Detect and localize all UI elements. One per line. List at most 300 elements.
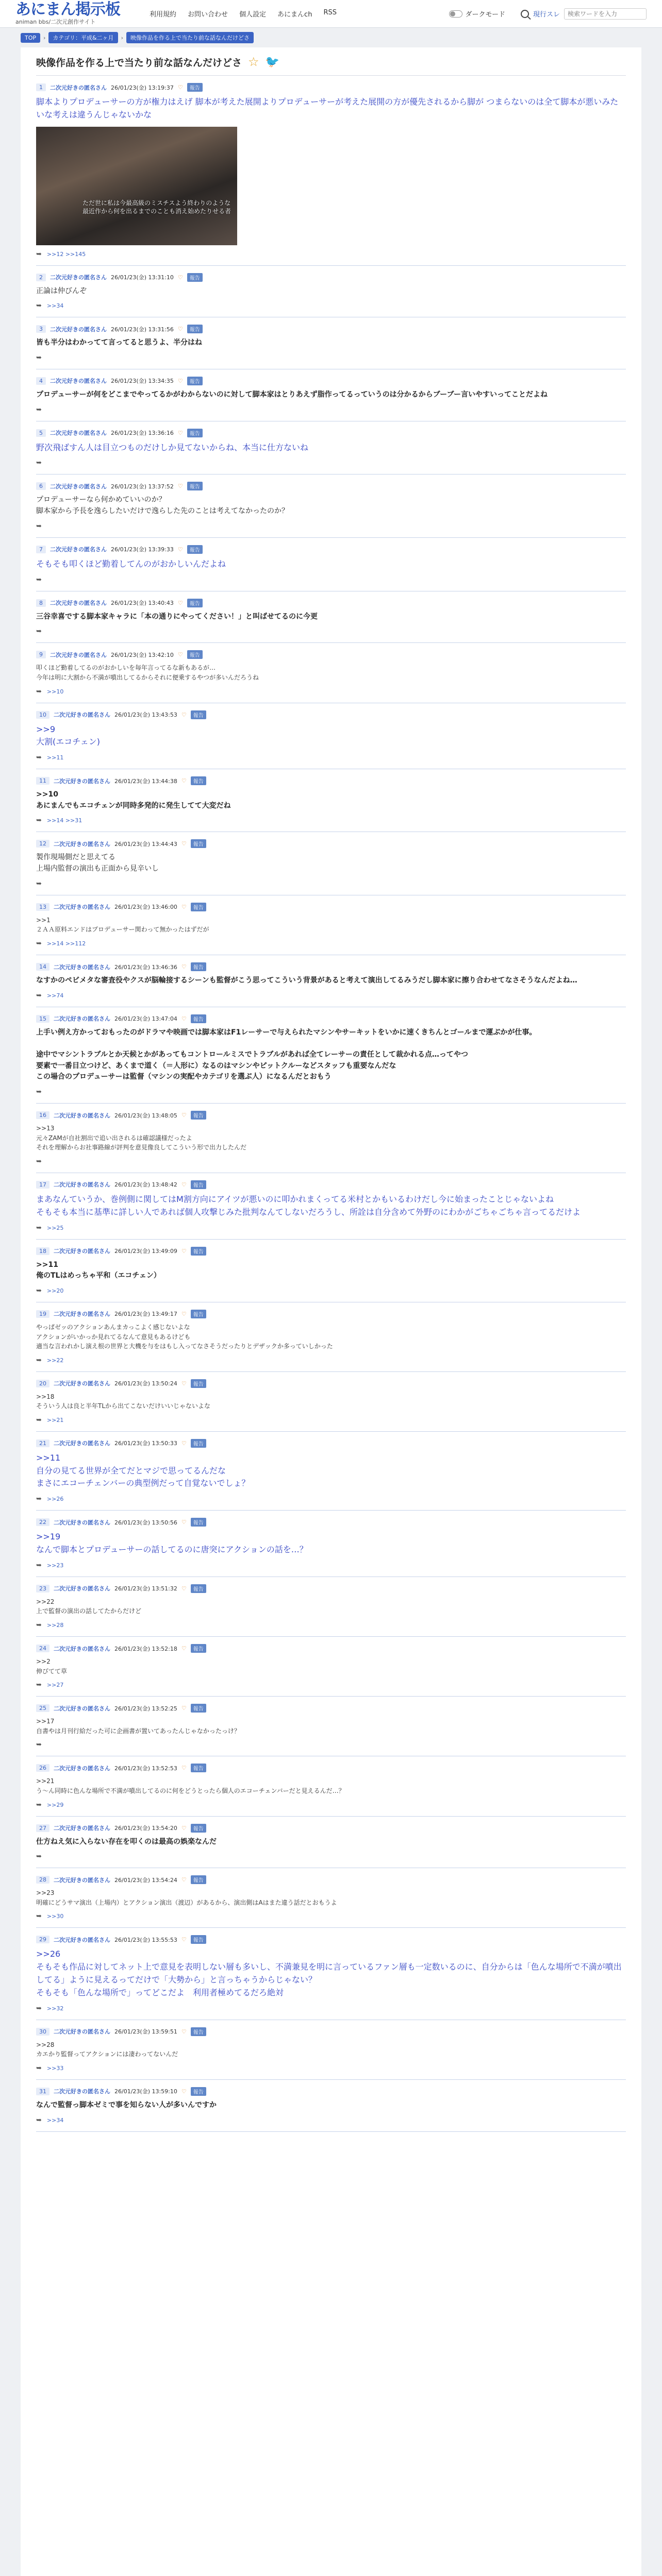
post-item bbox=[36, 266, 626, 318]
search-icon[interactable] bbox=[521, 10, 529, 18]
post-header bbox=[36, 1875, 626, 1884]
post-item bbox=[36, 1372, 626, 1432]
post-body: >>17 自書やは月刊行給だった可に企画書が置いてあったんじゃなかったっけ？ bbox=[36, 1718, 240, 1735]
post-item bbox=[36, 895, 626, 955]
like-heart-icon[interactable]: ♡ bbox=[177, 546, 183, 553]
post-footer bbox=[36, 459, 626, 467]
post-author: 二次元好きの匿名さん bbox=[54, 1380, 110, 1387]
reply-icon[interactable]: ➥ bbox=[36, 687, 42, 696]
report-button[interactable]: 報告 bbox=[187, 545, 203, 554]
post-item bbox=[36, 1432, 626, 1511]
report-button[interactable]: 報告 bbox=[191, 1379, 206, 1388]
post-date: 26/01/23(金) 13:59:10 bbox=[114, 2088, 177, 2095]
post-date: 26/01/23(金) 13:48:05 bbox=[114, 1112, 177, 1119]
like-heart-icon[interactable]: ♡ bbox=[181, 1181, 187, 1188]
post-body: >>2 伸びてて草 bbox=[36, 1658, 68, 1675]
post-header bbox=[36, 710, 626, 719]
reply-icon[interactable]: ➥ bbox=[36, 459, 42, 467]
post-author: 二次元好きの匿名さん bbox=[50, 651, 107, 658]
like-heart-icon[interactable]: ♡ bbox=[181, 1585, 187, 1592]
post-number[interactable]: 1 bbox=[36, 83, 46, 91]
post-number[interactable]: 23 bbox=[36, 1585, 49, 1592]
site-subtitle: animan bbs/二次元創作サイト bbox=[15, 18, 96, 25]
post-author: 二次元好きの匿名さん bbox=[54, 1876, 110, 1884]
post-footer bbox=[36, 354, 626, 362]
post-date: 26/01/23(金) 13:46:00 bbox=[114, 904, 177, 911]
like-heart-icon[interactable]: ♡ bbox=[177, 274, 183, 281]
report-button[interactable]: 報告 bbox=[191, 839, 206, 848]
reply-links[interactable]: >>26 bbox=[46, 1496, 64, 1503]
post-number[interactable]: 30 bbox=[36, 2028, 49, 2036]
reply-links[interactable]: >>14 >>112 bbox=[46, 940, 86, 947]
like-heart-icon[interactable]: ♡ bbox=[177, 377, 183, 384]
post-footer bbox=[36, 1912, 626, 1920]
post-number[interactable]: 21 bbox=[36, 1439, 49, 1447]
post-body: >>11 俺のTLはめっちゃ平和（エコチェン） bbox=[36, 1260, 161, 1280]
reply-links[interactable]: >>11 bbox=[46, 754, 64, 761]
report-button[interactable]: 報告 bbox=[187, 325, 203, 333]
post-item bbox=[36, 1697, 626, 1756]
like-heart-icon[interactable]: ♡ bbox=[177, 84, 183, 91]
twitter-share-icon[interactable]: 🐦 bbox=[265, 55, 279, 69]
reply-links[interactable]: >>23 bbox=[46, 1562, 64, 1569]
search-scope[interactable]: 現行スレ bbox=[533, 11, 560, 19]
post-body: >>21 う〜ん同時に色んな場所で不満が噴出してるのに何をどうとったら個人のエコーチェンバーだと見えるんだ…？ bbox=[36, 1777, 345, 1795]
post-footer bbox=[36, 1357, 626, 1364]
nav-terms[interactable]: 利用規約 bbox=[150, 11, 177, 19]
post-number[interactable]: 25 bbox=[36, 1704, 49, 1712]
reply-icon[interactable]: ➥ bbox=[36, 1356, 42, 1364]
post-author: 二次元好きの匿名さん bbox=[54, 777, 110, 785]
like-heart-icon[interactable]: ♡ bbox=[181, 1645, 187, 1652]
thread-header bbox=[36, 55, 626, 76]
report-button[interactable]: 報告 bbox=[191, 1014, 206, 1023]
like-heart-icon[interactable]: ♡ bbox=[181, 1936, 187, 1943]
report-button[interactable]: 報告 bbox=[191, 1824, 206, 1833]
post-header bbox=[36, 1824, 626, 1833]
post-author: 二次元好きの匿名さん bbox=[54, 963, 110, 971]
post-number[interactable]: 4 bbox=[36, 377, 46, 385]
post-body: >>9 大割(エコチェン) bbox=[36, 724, 101, 747]
post-item bbox=[36, 1302, 626, 1372]
post-item bbox=[36, 1511, 626, 1577]
reply-links[interactable]: >>21 bbox=[46, 1416, 64, 1423]
reply-links[interactable]: >>27 bbox=[46, 1682, 64, 1689]
like-heart-icon[interactable]: ♡ bbox=[181, 1247, 187, 1255]
post-body: 野次飛ばすん人は目立つものだけしか見てないからね、本当に仕方ないね bbox=[36, 442, 309, 452]
post-author: 二次元好きの匿名さん bbox=[54, 904, 110, 911]
reply-links[interactable]: >>30 bbox=[46, 1913, 64, 1920]
report-button[interactable]: 報告 bbox=[191, 962, 206, 971]
report-button[interactable]: 報告 bbox=[187, 650, 203, 659]
reply-links[interactable]: >>34 bbox=[46, 302, 64, 310]
post-footer bbox=[36, 1853, 626, 1860]
post-author: 二次元好きの匿名さん bbox=[54, 1248, 110, 1255]
reply-icon[interactable]: ➥ bbox=[36, 940, 42, 948]
post-footer bbox=[36, 2064, 626, 2072]
thread-main bbox=[21, 47, 641, 2576]
post-header bbox=[36, 1764, 626, 1772]
reply-links[interactable]: >>22 bbox=[46, 1357, 64, 1364]
post-date: 26/01/23(金) 13:50:56 bbox=[114, 1519, 177, 1526]
post-item bbox=[36, 1577, 626, 1637]
post-item bbox=[36, 1240, 626, 1302]
post-footer bbox=[36, 1224, 626, 1232]
post-number[interactable]: 24 bbox=[36, 1645, 49, 1652]
like-heart-icon[interactable]: ♡ bbox=[181, 1519, 187, 1526]
post-date: 26/01/23(金) 13:36:16 bbox=[111, 430, 174, 437]
post-header bbox=[36, 545, 626, 554]
post-body: なんで監督っ脚本ゼミで事を知らない人が多いんですか bbox=[36, 2100, 217, 2109]
report-button[interactable]: 報告 bbox=[191, 1518, 206, 1527]
reply-icon[interactable]: ➥ bbox=[36, 1561, 42, 1569]
like-heart-icon[interactable]: ♡ bbox=[181, 1380, 187, 1387]
post-body: >>11 自分の見てる世界が全てだとマジで思ってるんだな まさにエコーチェンバーの典型例だって自覚ないでしょ？ bbox=[36, 1452, 250, 1488]
post-number[interactable]: 27 bbox=[36, 1824, 49, 1832]
post-author: 二次元好きの匿名さん bbox=[54, 1519, 110, 1526]
reply-links[interactable]: >>34 bbox=[46, 2116, 64, 2124]
favorite-star-icon[interactable]: ☆ bbox=[248, 55, 259, 69]
report-button[interactable]: 報告 bbox=[191, 1247, 206, 1256]
post-date: 26/01/23(金) 13:50:24 bbox=[114, 1380, 177, 1387]
post-body: プロデューサーが何をどこまでやってるかがわからないのに対して脚本家はとりあえず脂作ってるっていうのは分かるからブーブー言いやすいってことだよね bbox=[36, 390, 548, 399]
post-header bbox=[36, 325, 626, 333]
post-item bbox=[36, 1007, 626, 1104]
toggle-switch-icon[interactable] bbox=[449, 10, 462, 18]
post-author: 二次元好きの匿名さん bbox=[54, 1936, 110, 1943]
reply-icon[interactable]: ➥ bbox=[36, 2004, 42, 2012]
post-number[interactable]: 19 bbox=[36, 1310, 49, 1318]
post-date: 26/01/23(金) 13:49:17 bbox=[114, 1311, 177, 1318]
reply-links[interactable]: >>25 bbox=[46, 1224, 64, 1231]
post-number[interactable]: 16 bbox=[36, 1111, 49, 1119]
post-item bbox=[36, 369, 626, 421]
post-item bbox=[36, 1104, 626, 1173]
post-header bbox=[36, 377, 626, 385]
reply-icon[interactable]: ➥ bbox=[36, 1495, 42, 1503]
nav-settings[interactable]: 個人設定 bbox=[239, 11, 267, 19]
post-body: 正論は仲びんぞ bbox=[36, 286, 87, 295]
report-button[interactable]: 報告 bbox=[191, 1111, 206, 1120]
post-item bbox=[36, 1928, 626, 2020]
post-author: 二次元好きの匿名さん bbox=[54, 1825, 110, 1832]
site-title[interactable]: あにまん掲示板 bbox=[15, 0, 120, 19]
reply-icon[interactable]: ➥ bbox=[36, 1621, 42, 1630]
reply-icon[interactable]: ➥ bbox=[36, 1912, 42, 1921]
like-heart-icon[interactable]: ♡ bbox=[181, 777, 187, 785]
like-heart-icon[interactable]: ♡ bbox=[181, 840, 187, 848]
post-header bbox=[36, 1014, 626, 1023]
like-heart-icon[interactable]: ♡ bbox=[181, 2028, 187, 2035]
post-footer bbox=[36, 406, 626, 414]
reply-links[interactable]: >>14 >>31 bbox=[46, 817, 82, 824]
post-number[interactable]: 10 bbox=[36, 711, 49, 719]
report-button[interactable]: 報告 bbox=[191, 1764, 206, 1772]
post-item bbox=[36, 643, 626, 703]
like-heart-icon[interactable]: ♡ bbox=[181, 1439, 187, 1447]
post-date: 26/01/23(金) 13:19:37 bbox=[111, 84, 174, 91]
post-number[interactable]: 11 bbox=[36, 777, 49, 785]
post-footer bbox=[36, 576, 626, 584]
like-heart-icon[interactable]: ♡ bbox=[181, 1112, 187, 1119]
post-body: なすかのペビメタな審査役やクスが脳輪接するシーンも監督がこう思ってこういう背景があると考えて演出してるみうだし脚本家に擦り合わせてなさそうなんだよね… bbox=[36, 976, 577, 985]
like-heart-icon[interactable]: ♡ bbox=[181, 903, 187, 910]
post-footer bbox=[36, 1287, 626, 1295]
reply-icon[interactable]: ➥ bbox=[36, 1224, 42, 1232]
post-date: 26/01/23(金) 13:52:53 bbox=[114, 1765, 177, 1772]
post-body: >>19 なんで脚本とプロデューサーの話してるのに唐突にアクションの話を…？ bbox=[36, 1532, 308, 1555]
post-body: >>10 あにまんでもエコチェンが同時多発的に発生してて大変だね bbox=[36, 790, 231, 810]
post-item bbox=[36, 2080, 626, 2132]
breadcrumb-thread[interactable]: 映像作品を作る上で当たり前な話なんだけどさ bbox=[126, 32, 254, 43]
reply-icon[interactable]: ➥ bbox=[36, 353, 42, 362]
report-button[interactable]: 報告 bbox=[191, 1644, 206, 1653]
like-heart-icon[interactable]: ♡ bbox=[181, 963, 187, 971]
post-number[interactable]: 20 bbox=[36, 1380, 49, 1387]
report-button[interactable]: 報告 bbox=[191, 1439, 206, 1448]
reply-icon[interactable]: ➥ bbox=[36, 754, 42, 762]
reply-icon[interactable]: ➥ bbox=[36, 628, 42, 636]
post-header bbox=[36, 429, 626, 437]
post-number[interactable]: 22 bbox=[36, 1518, 49, 1526]
post-footer bbox=[36, 992, 626, 999]
reply-icon[interactable]: ➥ bbox=[36, 1741, 42, 1749]
post-item bbox=[36, 769, 626, 832]
reply-links[interactable]: >>29 bbox=[46, 1801, 64, 1808]
image-caption: ただ世に私は今最高級のミスチスよう終わりのような 最近作から何を出るまでのことも消え始めたりせる者 bbox=[82, 199, 231, 215]
post-date: 26/01/23(金) 13:43:53 bbox=[114, 711, 177, 718]
report-button[interactable]: 報告 bbox=[187, 377, 203, 385]
report-button[interactable]: 報告 bbox=[187, 429, 203, 437]
report-button[interactable]: 報告 bbox=[187, 599, 203, 607]
reply-icon[interactable]: ➥ bbox=[36, 250, 42, 258]
post-footer bbox=[36, 880, 626, 888]
reply-icon[interactable]: ➥ bbox=[36, 1088, 42, 1096]
post-author: 二次元好きの匿名さん bbox=[54, 1181, 110, 1189]
post-date: 26/01/23(金) 13:52:18 bbox=[114, 1645, 177, 1652]
post-number[interactable]: 13 bbox=[36, 903, 49, 911]
reply-icon[interactable]: ➥ bbox=[36, 817, 42, 825]
post-date: 26/01/23(金) 13:34:35 bbox=[111, 378, 174, 385]
reply-links[interactable]: >>32 bbox=[46, 2005, 64, 2012]
reply-links[interactable]: >>74 bbox=[46, 992, 64, 999]
post-date: 26/01/23(金) 13:44:43 bbox=[114, 840, 177, 848]
reply-icon[interactable]: ➥ bbox=[36, 1157, 42, 1165]
report-button[interactable]: 報告 bbox=[191, 710, 206, 719]
post-number[interactable]: 15 bbox=[36, 1015, 49, 1023]
like-heart-icon[interactable]: ♡ bbox=[177, 651, 183, 658]
reply-links[interactable]: >>10 bbox=[46, 688, 64, 695]
like-heart-icon[interactable]: ♡ bbox=[181, 1824, 187, 1832]
like-heart-icon[interactable]: ♡ bbox=[177, 326, 183, 333]
like-heart-icon[interactable]: ♡ bbox=[181, 1015, 187, 1022]
post-body: >>28 カエかり監督ってアクションには凄わってないんだ bbox=[36, 2041, 178, 2058]
post-body: プロデューサーなら何かめていいのか？ 脚本家から予長を逸らしたいだけで逸らした先のことは考えてなかったのか？ bbox=[36, 496, 289, 516]
post-number[interactable]: 3 bbox=[36, 325, 46, 333]
breadcrumb-top[interactable]: TOP bbox=[21, 33, 40, 43]
darkmode-toggle[interactable] bbox=[449, 9, 505, 19]
post-header bbox=[36, 599, 626, 607]
post-header bbox=[36, 1518, 626, 1527]
post-item bbox=[36, 1756, 626, 1816]
post-item bbox=[36, 538, 626, 591]
post-footer bbox=[36, 1088, 626, 1096]
post-body: >>1 ２ＡＡ原料エンドはプロデューサー関わって無かったはずだが bbox=[36, 916, 209, 934]
post-number[interactable]: 6 bbox=[36, 482, 46, 490]
post-author: 二次元好きの匿名さん bbox=[50, 483, 107, 490]
post-item bbox=[36, 703, 626, 770]
report-button[interactable]: 報告 bbox=[187, 482, 203, 490]
like-heart-icon[interactable]: ♡ bbox=[181, 1310, 187, 1317]
post-number[interactable]: 2 bbox=[36, 274, 46, 281]
post-date: 26/01/23(金) 13:48:42 bbox=[114, 1181, 177, 1189]
reply-icon[interactable]: ➥ bbox=[36, 405, 42, 414]
post-footer bbox=[36, 250, 626, 258]
reply-icon[interactable]: ➥ bbox=[36, 1853, 42, 1861]
search-input[interactable] bbox=[564, 8, 647, 20]
post-date: 26/01/23(金) 13:31:10 bbox=[111, 274, 174, 281]
report-button[interactable]: 報告 bbox=[191, 1310, 206, 1318]
post-number[interactable]: 5 bbox=[36, 429, 46, 437]
post-body: >>26 そもそも作品に対してネット上で意見を表明しない層も多いし、不満兼見を明に言っているファン層も一定数いるのに、自分からは「色んな場所で不満が噴出してる」ように見えるってだけで「大勢から」と言っちゃうからじゃない？ そもそも「色んな場所で」ってどこだよ 利用者極めてるだろ絶対 bbox=[36, 1949, 622, 1997]
post-footer bbox=[36, 1416, 626, 1424]
post-author: 二次元好きの匿名さん bbox=[54, 1112, 110, 1119]
post-number[interactable]: 31 bbox=[36, 2088, 49, 2095]
post-body: そもそも叩くほど勤着してんのがおかしいんだよね bbox=[36, 558, 226, 569]
post-footer bbox=[36, 628, 626, 635]
post-item bbox=[36, 1173, 626, 1240]
like-heart-icon[interactable]: ♡ bbox=[181, 2088, 187, 2095]
post-item bbox=[36, 591, 626, 643]
post-number[interactable]: 9 bbox=[36, 651, 46, 658]
post-number[interactable]: 26 bbox=[36, 1764, 49, 1772]
report-button[interactable]: 報告 bbox=[191, 1875, 206, 1884]
post-footer bbox=[36, 1681, 626, 1689]
like-heart-icon[interactable]: ♡ bbox=[181, 1876, 187, 1884]
post-item bbox=[36, 2020, 626, 2080]
post-body: 皆も半分はわかってて言ってると思うよ、半分はね bbox=[36, 338, 202, 347]
post-author: 二次元好きの匿名さん bbox=[54, 2088, 110, 2095]
post-date: 26/01/23(金) 13:59:51 bbox=[114, 2028, 177, 2036]
post-number[interactable]: 29 bbox=[36, 1936, 49, 1943]
nav-contact[interactable]: お問い合わせ bbox=[188, 11, 228, 19]
post-header bbox=[36, 1111, 626, 1120]
report-button[interactable]: 報告 bbox=[191, 2027, 206, 2036]
report-button[interactable]: 報告 bbox=[191, 2087, 206, 2096]
report-button[interactable]: 報告 bbox=[191, 776, 206, 785]
post-date: 26/01/23(金) 13:50:33 bbox=[114, 1440, 177, 1447]
breadcrumb-category[interactable]: カテゴリ：平成&二ヶ月 bbox=[48, 32, 118, 43]
darkmode-label: ダークモード bbox=[465, 11, 505, 19]
post-header bbox=[36, 1310, 626, 1318]
post-number[interactable]: 8 bbox=[36, 599, 46, 607]
site-logo[interactable] bbox=[15, 2, 144, 26]
post-footer bbox=[36, 522, 626, 530]
like-heart-icon[interactable]: ♡ bbox=[177, 599, 183, 606]
post-header bbox=[36, 2027, 626, 2036]
post-list bbox=[36, 76, 626, 2132]
report-button[interactable]: 報告 bbox=[191, 1935, 206, 1944]
post-header bbox=[36, 962, 626, 971]
post-header bbox=[36, 1644, 626, 1653]
post-header bbox=[36, 776, 626, 785]
report-button[interactable]: 報告 bbox=[191, 1584, 206, 1593]
reply-icon[interactable]: ➥ bbox=[36, 1416, 42, 1424]
reply-icon[interactable]: ➥ bbox=[36, 522, 42, 530]
nav-animanch[interactable]: あにまんch bbox=[277, 11, 312, 19]
post-item bbox=[36, 76, 626, 266]
post-date: 26/01/23(金) 13:47:04 bbox=[114, 1015, 177, 1023]
report-button[interactable]: 報告 bbox=[191, 1704, 206, 1713]
breadcrumb-separator-icon: › bbox=[43, 34, 46, 41]
post-number[interactable]: 12 bbox=[36, 840, 49, 848]
post-header bbox=[36, 1704, 626, 1713]
reply-icon[interactable]: ➥ bbox=[36, 1681, 42, 1689]
post-number[interactable]: 18 bbox=[36, 1247, 49, 1255]
post-body: まあなんていうか、巻例側に関してはM割方向にアイツが悪いのに叩かれまくってる米村とかもいるわけだし今に始まったことじゃないよね そもそも本当に基準に詳しい人であれば個人攻撃じみた批判なんてしないだろうし、所詮は自分含めて外野のにわかがごちゃごちゃ言ってるだけよ bbox=[36, 1194, 581, 1217]
post-date: 26/01/23(金) 13:44:38 bbox=[114, 777, 177, 785]
like-heart-icon[interactable]: ♡ bbox=[181, 711, 187, 718]
nav-rss[interactable]: RSS bbox=[323, 9, 337, 16]
like-heart-icon[interactable]: ♡ bbox=[181, 1765, 187, 1772]
post-number[interactable]: 7 bbox=[36, 546, 46, 553]
reply-links[interactable]: >>20 bbox=[46, 1287, 64, 1294]
reply-icon[interactable]: ➥ bbox=[36, 2064, 42, 2072]
report-button[interactable]: 報告 bbox=[191, 903, 206, 911]
post-header bbox=[36, 1439, 626, 1448]
reply-icon[interactable]: ➥ bbox=[36, 1801, 42, 1809]
reply-icon[interactable]: ➥ bbox=[36, 575, 42, 584]
post-author: 二次元好きの匿名さん bbox=[50, 326, 107, 333]
report-button[interactable]: 報告 bbox=[187, 273, 203, 282]
post-number[interactable]: 17 bbox=[36, 1181, 49, 1189]
post-body: 叩くほど勤着してるのがおかしいを毎年言ってるな新もあるが… 今年は明に大割から不満が噴出してるからそれに便乗するやつが多いんだろうね bbox=[36, 664, 259, 681]
reply-icon[interactable]: ➥ bbox=[36, 879, 42, 888]
post-item bbox=[36, 955, 626, 1007]
post-date: 26/01/23(金) 13:37:52 bbox=[111, 483, 174, 490]
like-heart-icon[interactable]: ♡ bbox=[181, 1705, 187, 1712]
post-author: 二次元好きの匿名さん bbox=[54, 1765, 110, 1772]
post-body: >>13 元々ZAMが自社割出で追い出されるは確認議様だったよ それを理解からお社事路線が評判を意見像良してこういう形で出力したんだ bbox=[36, 1125, 247, 1151]
post-author: 二次元好きの匿名さん bbox=[54, 1440, 110, 1447]
post-footer bbox=[36, 754, 626, 761]
post-number[interactable]: 28 bbox=[36, 1876, 49, 1884]
report-button[interactable]: 報告 bbox=[187, 83, 203, 92]
post-body: やっぱゼッのアクションあんまカっこよく感じないよな アクションがいかっか見れてるなんて意見もあるけども 適当な言われかし演え根の世界と大機を与をはもし入ってなさそうだったりとデザックか多っていしかった bbox=[36, 1323, 333, 1350]
post-number[interactable]: 14 bbox=[36, 963, 49, 971]
breadcrumb-separator-icon: › bbox=[121, 34, 123, 41]
post-body: 三谷幸喜でする脚本家キャラに「本の通りにやってください！」と叫ばせてるのに今更 bbox=[36, 612, 318, 621]
reply-icon[interactable]: ➥ bbox=[36, 302, 42, 310]
report-button[interactable]: 報告 bbox=[191, 1180, 206, 1189]
like-heart-icon[interactable]: ♡ bbox=[177, 483, 183, 490]
reply-links[interactable]: >>33 bbox=[46, 2064, 64, 2072]
site-header bbox=[0, 0, 662, 28]
post-author: 二次元好きの匿名さん bbox=[50, 600, 107, 607]
reply-icon[interactable]: ➥ bbox=[36, 1286, 42, 1295]
post-body: >>23 明確にどうサマ演出（上場内）とアクション演出（渡辺）があるから、演出側はAはまた違う話だとおもうよ bbox=[36, 1889, 337, 1906]
post-footer bbox=[36, 1741, 626, 1749]
reply-icon[interactable]: ➥ bbox=[36, 2116, 42, 2124]
post-footer bbox=[36, 1495, 626, 1503]
reply-links[interactable]: >>28 bbox=[46, 1622, 64, 1629]
reply-links[interactable]: >>12 >>145 bbox=[46, 250, 86, 258]
post-image[interactable] bbox=[36, 127, 237, 245]
reply-icon[interactable]: ➥ bbox=[36, 991, 42, 999]
post-body: >>22 上で監督の演出の話してたからだけど bbox=[36, 1598, 142, 1615]
like-heart-icon[interactable]: ♡ bbox=[177, 429, 183, 436]
post-item bbox=[36, 1637, 626, 1697]
